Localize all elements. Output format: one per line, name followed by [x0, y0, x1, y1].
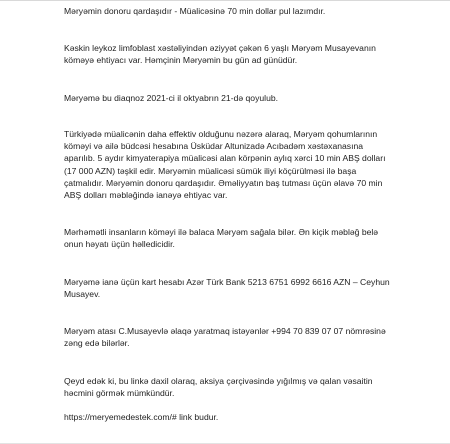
- article-paragraph-appeal: Mərhəmətli insanların köməyi ilə balaca Məryəm sağala bilər. Ən kiçik məbləğ belə onun həyatı üçün həlledicidir.: [64, 227, 379, 250]
- article-paragraph-treatment: Türkiyədə müalicənin daha effektiv olduğunu nəzərə alaraq, Məryəm qohumlarının köməyi və ailə büdcəsi hesabına Üsküdar Altunizadə Acıbadəm xəstəxanasına aparılıb. 5 aydır kimyaterapiya müalicəsi alan körpənin aylıq xərci 10 min ABŞ dolları (17 000 AZN) təşkil edir. Məryəmin müalicəsi sümük iliyi köçürülməsi ilə başa çatmalıdır. Məryəmin donoru qardaşıdır. Əməliyyatın baş tutması üçün əlavə 70 min ABŞ dolları məbləğində ianəyə ehtiyac var.: [64, 129, 386, 201]
- article-paragraph-intro: Kəskin leykoz limfoblast xəstəliyindən əziyyət çəkən 6 yaşlı Məryəm Musayevanın köməyə ehtiyacı var. Həmçinin Məryəmin bu gün ad günüdür.: [64, 43, 376, 66]
- article-paragraph-bank-account: Məryəmə ianə üçün kart hesabı Azər Türk Bank 5213 6751 6992 6616 AZN – Ceyhun Musayev.: [64, 277, 390, 300]
- article-paragraph-link[interactable]: https://meryemedestek.com/# link budur.: [64, 412, 219, 422]
- article-paragraph-diagnosis: Məryəmə bu diaqnoz 2021-ci il oktyabrın 21-də qoyulub.: [64, 93, 279, 103]
- article-headline-paragraph: Məryəmin donoru qardaşıdır - Müalicəsinə 70 min dollar pul lazımdır.: [64, 6, 326, 16]
- article-paragraph-contact: Məryəm atası C.Musayevlə əlaqə yaratmaq istəyənlər +994 70 839 07 07 nömrəsinə zəng edə bilərlər.: [64, 326, 386, 349]
- article-paragraph-note: Qeyd edək ki, bu linkə daxil olaraq, aksiya çərçivəsində yığılmış və qalan vəsaitin həcmini görmək mümkündür.: [64, 376, 373, 399]
- top-edge-divider: [0, 0, 450, 1]
